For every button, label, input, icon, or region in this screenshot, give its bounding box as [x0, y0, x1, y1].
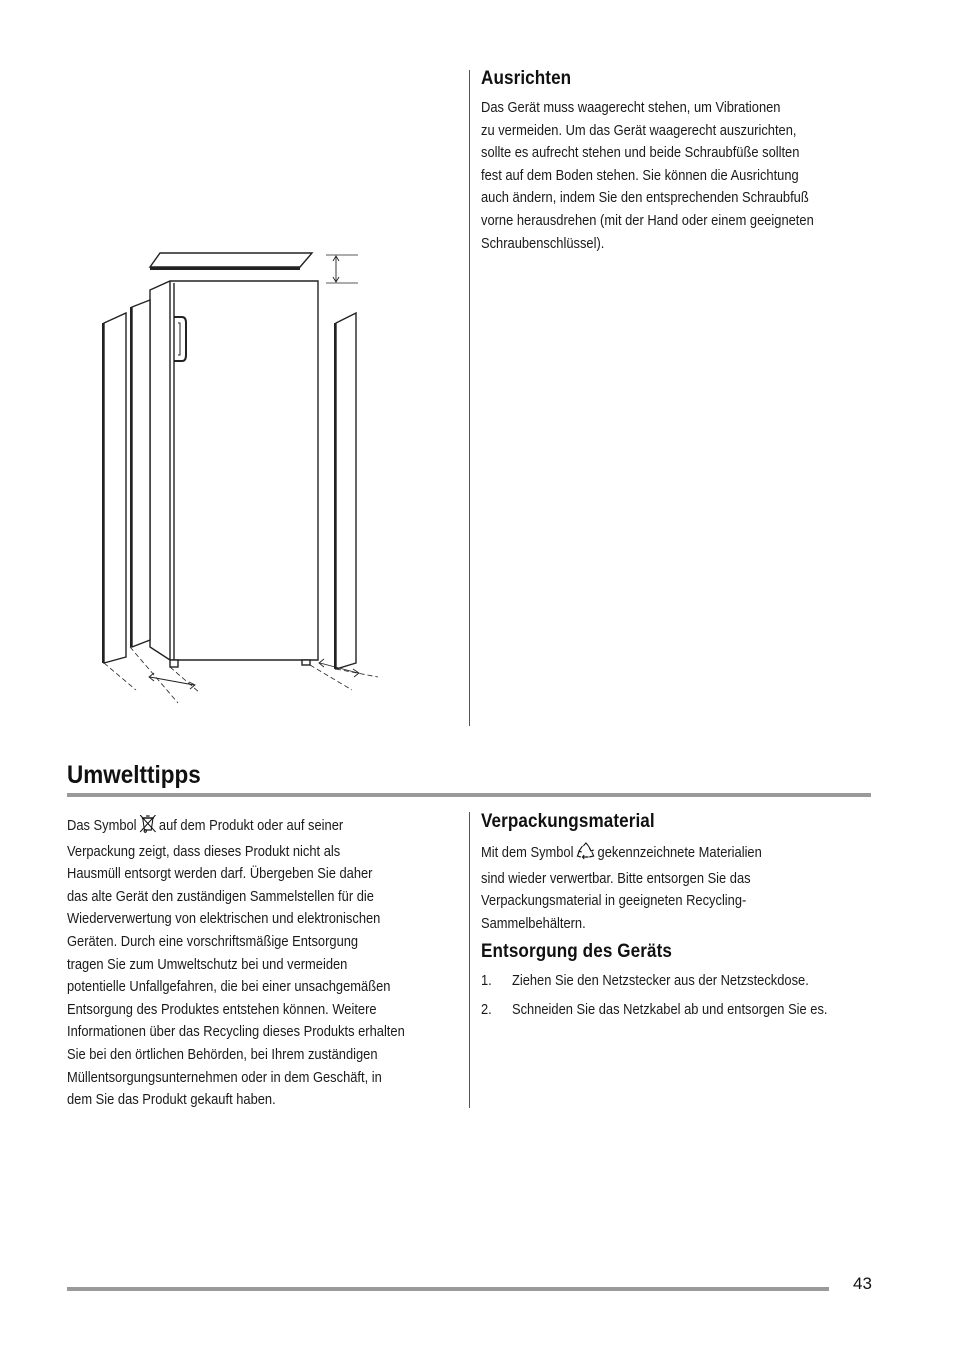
text-line: das alte Gerät den zuständigen Sammelstellen für die — [67, 887, 374, 905]
recycling-symbol-icon — [575, 842, 596, 868]
list-item-text: Schneiden Sie das Netzkabel ab und entsorgen Sie es. — [511, 1001, 828, 1018]
fridge-installation-illustration — [90, 245, 390, 715]
text-fragment: auf dem Produkt oder auf seiner — [158, 817, 344, 834]
section-rule — [67, 793, 871, 797]
text-fragment: Mit dem Symbol — [481, 844, 574, 861]
text-line: Wiederverwertung von elektrischen und elektronischen — [67, 910, 381, 928]
section-heading-entsorgung: Entsorgung des Geräts — [481, 941, 672, 962]
section-heading-ausrichten: Ausrichten — [481, 68, 572, 89]
footer-rule — [67, 1287, 829, 1291]
text-line: sollte es aufrecht stehen und beide Schraubfüße sollten — [481, 144, 800, 162]
entsorgung-steps-list — [481, 970, 871, 1030]
crossed-out-wheelie-bin-icon — [138, 815, 157, 841]
text-line: auch ändern, indem Sie den entsprechenden Schraubfuß — [481, 189, 809, 207]
text-line: zu vermeiden. Um das Gerät waagerecht auszurichten, — [481, 121, 797, 139]
section-heading-umwelttipps: Umwelttipps — [67, 761, 201, 789]
column-divider-top — [469, 70, 470, 726]
text-line — [481, 842, 762, 868]
text-fragment: gekennzeichnete Materialien — [597, 844, 762, 861]
text-line: Sammelbehältern. — [481, 914, 586, 932]
text-line: fest auf dem Boden stehen. Sie können die Ausrichtung — [481, 166, 799, 184]
text-line: Hausmüll entsorgt werden darf. Übergeben Sie daher — [67, 865, 373, 883]
text-line: tragen Sie zum Umweltschutz bei und vermeiden — [67, 955, 348, 973]
text-line: sind wieder verwertbar. Bitte entsorgen Sie das — [481, 869, 751, 887]
text-line: Sie bei den örtlichen Behörden, bei Ihrem zuständigen — [67, 1045, 378, 1063]
text-line: Verpackungsmaterial in geeigneten Recycling- — [481, 892, 747, 910]
list-item-text: Ziehen Sie den Netzstecker aus der Netzsteckdose. — [511, 972, 809, 989]
list-item-number: 2. — [481, 1001, 492, 1018]
column-divider-bottom — [469, 812, 470, 1108]
verpackung-paragraph — [481, 842, 762, 935]
text-line: Schraubenschlüssel). — [481, 234, 605, 252]
umwelttipps-paragraph — [67, 815, 405, 1112]
text-line: Entsorgung des Produktes entstehen können. Weitere — [67, 1000, 377, 1018]
text-line: Das Gerät muss waagerecht stehen, um Vibrationen — [481, 99, 781, 116]
text-line — [67, 815, 405, 841]
list-item — [481, 970, 809, 992]
ausrichten-paragraph — [481, 97, 814, 255]
list-item — [481, 999, 828, 1021]
text-line: potentielle Unfallgefahren, die bei einer unsachgemäßen — [67, 978, 391, 996]
text-line: Verpackung zeigt, dass dieses Produkt nicht als — [67, 842, 341, 860]
text-fragment: Das Symbol — [67, 817, 137, 834]
text-line: vorne herausdrehen (mit der Hand oder einem geeigneten — [481, 211, 814, 229]
section-heading-verpackungsmaterial: Verpackungsmaterial — [481, 811, 655, 832]
page-number: 43 — [853, 1274, 872, 1293]
text-line: Müllentsorgungsunternehmen oder in dem Geschäft, in — [67, 1068, 382, 1086]
list-item-number: 1. — [481, 972, 492, 989]
text-line: Geräten. Durch eine vorschriftsmäßige Entsorgung — [67, 932, 359, 950]
text-line: Informationen über das Recycling dieses Produkts erhalten — [67, 1023, 405, 1041]
text-line: dem Sie das Produkt gekauft haben. — [67, 1091, 276, 1109]
